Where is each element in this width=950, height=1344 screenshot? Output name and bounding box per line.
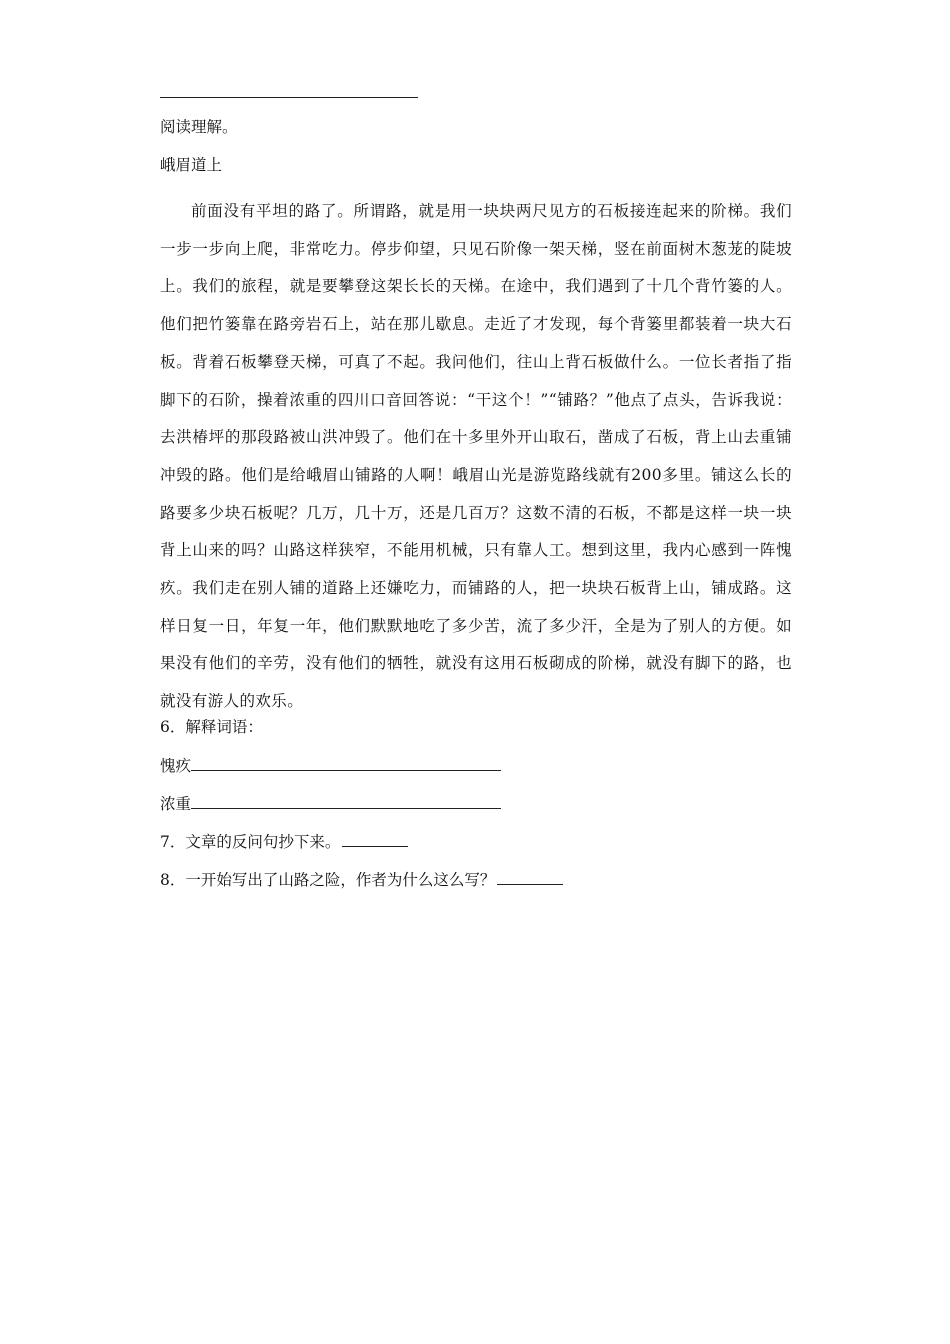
question-7 bbox=[160, 831, 408, 852]
question-6-word-1: 愧疚 bbox=[160, 757, 192, 775]
section-label: 阅读理解。 bbox=[160, 118, 238, 136]
answer-blank-word-2[interactable] bbox=[191, 793, 501, 809]
question-8-label: 8．一开始写出了山路之险，作者为什么这么写？ bbox=[160, 871, 496, 889]
passage-title: 峨眉道上 bbox=[160, 156, 223, 174]
question-6-word-2: 浓重 bbox=[160, 795, 192, 813]
passage-body: 前面没有平坦的路了。所谓路，就是用一块块两尺见方的石板接连起来的阶梯。我们一步一步向上爬，非常吃力。停步仰望，只见石阶像一架天梯，竖在前面树木葱茏的陡坡上。我们的旅程，就是要攀登这架长长的天梯。在途中，我们遇到了十几个背竹篓的人。他们把竹篓靠在路旁岩石上，站在那儿歇息。走近了才发现，每个背篓里都装着一块大石板。背着石板攀登天梯，可真了不起。我问他们，往山上背石板做什么。一位长者指了指脚下的石阶，操着浓重的四川口音回答说：“干这个！”“铺路？”他点了点头，告诉我说：去洪椿坪的那段路被山洪冲毁了。他们在十多里外开山取石，凿成了石板，背上山去重铺冲毁的路。他们是给峨眉山铺路的人啊！峨眉山光是游览路线就有200多里。铺这么长的路要多少块石板呢？几万，几十万，还是几百万？这数不清的石板，不都是这样一块一块背上山来的吗？山路这样狭窄，不能用机械，只有靠人工。想到这里，我内心感到一阵愧疚。我们走在别人铺的道路上还嫌吃力，而铺路的人，把一块块石板背上山，铺成路。这样日复一日，年复一年，他们默默地吃了多少苦，流了多少汗，全是为了别人的方便。如果没有他们的辛劳，没有他们的牺牲，就没有这用石板砌成的阶梯，就没有脚下的路，也就没有游人的欢乐。 bbox=[160, 202, 792, 711]
question-6-item-1 bbox=[160, 755, 501, 776]
question-8 bbox=[160, 869, 563, 890]
answer-blank-question-8[interactable] bbox=[497, 869, 563, 885]
question-6-item-2 bbox=[160, 793, 501, 814]
answer-blank-word-1[interactable] bbox=[191, 755, 501, 771]
top-divider bbox=[160, 97, 418, 98]
question-7-label: 7．文章的反问句抄下来。 bbox=[160, 833, 341, 851]
answer-blank-question-7[interactable] bbox=[342, 831, 408, 847]
question-6-label: 6．解释词语： bbox=[160, 718, 263, 736]
